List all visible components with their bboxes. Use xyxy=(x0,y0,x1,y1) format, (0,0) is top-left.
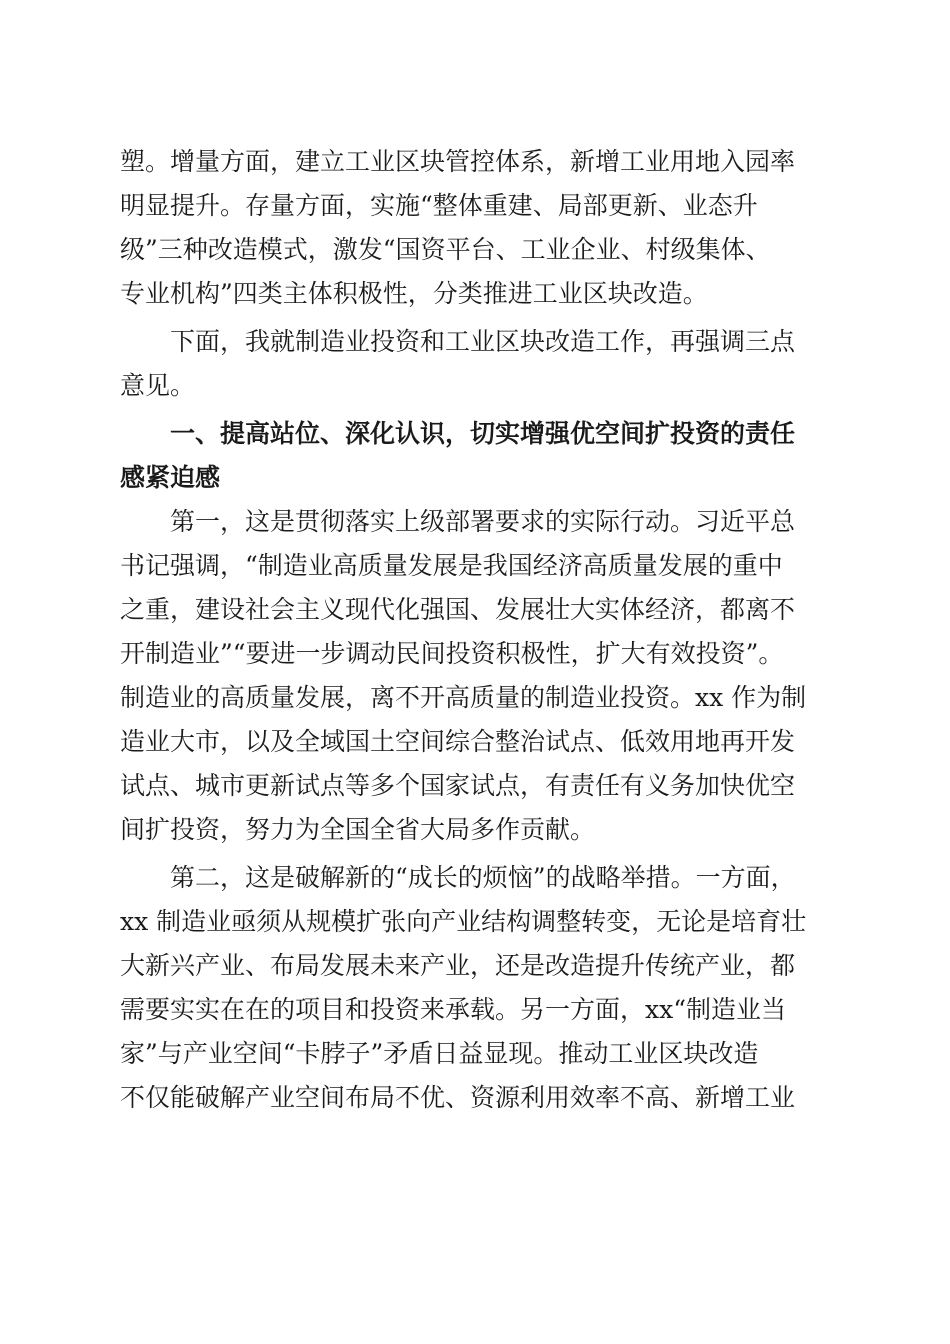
paragraph-line: 级”三种改造模式，激发“国资平台、工业企业、村级集体、 xyxy=(120,235,771,264)
paragraph-line: 制造业的高质量发展，离不开高质量的制造业投资。xx 作为制 xyxy=(120,683,807,712)
paragraph-line: 之重，建设社会主义现代化强国、发展壮大实体经济，都离不 xyxy=(120,595,796,624)
paragraph-line: 开制造业”“要进一步调动民间投资积极性，扩大有效投资”。 xyxy=(120,639,784,668)
paragraph-line: 间扩投资，努力为全国全省大局多作贡献。 xyxy=(120,815,596,844)
paragraph-line: 下面，我就制造业投资和工业区块改造工作，再强调三点 xyxy=(170,327,796,356)
paragraph-line: 造业大市，以及全域国土空间综合整治试点、低效用地再开发 xyxy=(120,727,796,756)
paragraph-line: 家”与产业空间“卡脖子”矛盾日益显现。推动工业区块改造 xyxy=(120,1039,759,1068)
paragraph-line: 塑。增量方面，建立工业区块管控体系，新增工业用地入园率 xyxy=(120,147,796,176)
paragraph-line: 书记强调，“制造业高质量发展是我国经济高质量发展的重中 xyxy=(120,551,783,580)
section-heading: 一、提高站位、深化认识，切实增强优空间扩投资的责任 xyxy=(170,419,796,448)
paragraph-line: 第一，这是贯彻落实上级部署要求的实际行动。习近平总 xyxy=(170,507,796,536)
paragraph-line: xx 制造业亟须从规模扩张向产业结构调整转变，无论是培育壮 xyxy=(120,907,807,936)
paragraph-line: 意见。 xyxy=(120,371,196,400)
paragraph-line: 大新兴产业、布局发展未来产业，还是改造提升传统产业，都 xyxy=(120,951,796,980)
paragraph-line: 第二，这是破解新的“成长的烦恼”的战略举措。一方面， xyxy=(170,863,796,892)
paragraph-line: 明显提升。存量方面，实施“整体重建、局部更新、业态升 xyxy=(120,191,758,220)
section-heading: 感紧迫感 xyxy=(120,463,221,492)
paragraph-line: 需要实实在在的项目和投资来承载。另一方面，xx“制造业当 xyxy=(120,995,786,1024)
paragraph-line: 不仅能破解产业空间布局不优、资源利用效率不高、新增工业 xyxy=(120,1083,796,1112)
paragraph-line: 专业机构”四类主体积极性，分类推进工业区块改造。 xyxy=(120,279,708,308)
paragraph-line: 试点、城市更新试点等多个国家试点，有责任有义务加快优空 xyxy=(120,771,796,800)
